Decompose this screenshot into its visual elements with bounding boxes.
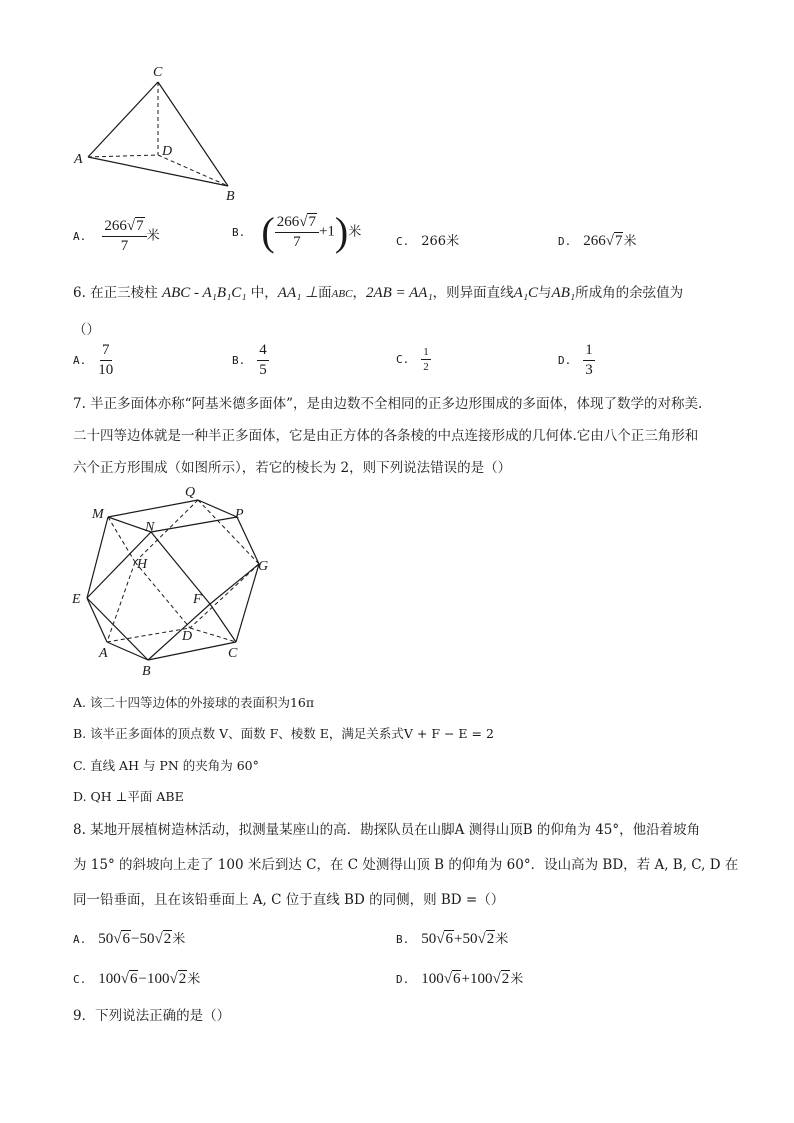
- q8-option-c[interactable]: C. 100√6−100√2米: [73, 971, 201, 987]
- q5-option-d[interactable]: D. 266√7米: [558, 233, 637, 249]
- q6-answer-paren: （）: [73, 322, 100, 338]
- q6-option-a[interactable]: A. $\frac{7}{10}$: [73, 342, 114, 378]
- q8-option-a[interactable]: A. 50√6−50√2米: [73, 931, 186, 947]
- q7-stem-line-2: 二十四等边体就是一种半正多面体，它是由正方体的各条棱的中点连接形成的几何体.它由八个正三角形和: [73, 428, 699, 444]
- q5-option-c[interactable]: C. 266米: [396, 234, 460, 249]
- q7-option-d[interactable]: D. QH ⊥平面 ABE: [73, 789, 184, 804]
- q6-stem: 6. 在正三棱柱 ABC - A₁B₁C₁ 中，AA₁ ⊥面ABC，2AB = AA₁，则异面直线A₁C与AB₁所成角的余弦值为: [73, 285, 684, 301]
- q6-option-d[interactable]: D. $\frac{1}{3}$: [558, 342, 593, 378]
- vertex-label-c: C: [153, 65, 163, 80]
- q9-stem: 9．下列说法正确的是（）: [73, 1008, 231, 1024]
- q5-option-b[interactable]: B. ( $\frac{266√7}{7}$ +1)米: [232, 209, 362, 254]
- vertex-label-f: F: [193, 592, 202, 607]
- q7-stem-line-1: 7. 半正多面体亦称“阿基米德多面体”，是由边数不全相同的正多边形围成的多面体，体现了数学的对称美.: [73, 396, 703, 412]
- q8-option-b[interactable]: B. 50√6+50√2米: [396, 931, 509, 947]
- q6-option-c[interactable]: C. $\frac{1}{2}$: [396, 346, 429, 374]
- q8-stem-line-3: 同一铅垂面，且在该铅垂面上 A, C 位于直线 BD 的同侧，则 BD =（）: [73, 892, 505, 908]
- vertex-label-b: B: [142, 664, 151, 679]
- vertex-label-c: C: [228, 646, 238, 661]
- q8-stem-line-1: 8. 某地开展植树造林活动，拟测量某座山的高．勘探队员在山脚A 测得山顶B 的仰角为 45°，他沿着坡角: [73, 822, 701, 838]
- vertex-label-a: A: [74, 152, 83, 167]
- q5-option-a[interactable]: A. $\frac{266√7}{7}$ 米: [73, 218, 160, 254]
- vertex-label-e: E: [72, 592, 81, 607]
- vertex-label-p: P: [235, 507, 244, 522]
- vertex-label-n: N: [145, 520, 155, 535]
- vertex-label-a: A: [99, 646, 108, 661]
- q7-option-a[interactable]: A. 该二十四等边体的外接球的表面积为16π: [73, 695, 315, 710]
- vertex-label-q: Q: [185, 485, 196, 500]
- q8-option-d[interactable]: D. 100√6+100√2米: [396, 971, 524, 987]
- tetrahedron-figure: [60, 62, 250, 202]
- vertex-label-m: M: [92, 507, 104, 522]
- vertex-label-b: B: [226, 189, 235, 202]
- q7-stem-line-3: 六个正方形围成（如图所示），若它的棱长为 2，则下列说法错误的是（）: [73, 460, 512, 476]
- cuboctahedron-figure: [65, 480, 280, 680]
- vertex-label-d: D: [162, 144, 173, 159]
- q7-option-b[interactable]: B. 该半正多面体的顶点数 V、面数 F、棱数 E，满足关系式V + F − E = 2: [73, 726, 494, 741]
- vertex-label-d: D: [182, 629, 193, 644]
- q6-option-b[interactable]: B. $\frac{4}{5}$: [232, 342, 267, 378]
- q7-option-c[interactable]: C. 直线 AH 与 PN 的夹角为 60°: [73, 758, 259, 773]
- q8-stem-line-2: 为 15° 的斜坡向上走了 100 米后到达 C，在 C 处测得山顶 B 的仰角为 60°．设山高为 BD，若 A, B, C, D 在: [73, 857, 739, 873]
- vertex-label-g: G: [258, 559, 269, 574]
- vertex-label-h: H: [137, 557, 148, 572]
